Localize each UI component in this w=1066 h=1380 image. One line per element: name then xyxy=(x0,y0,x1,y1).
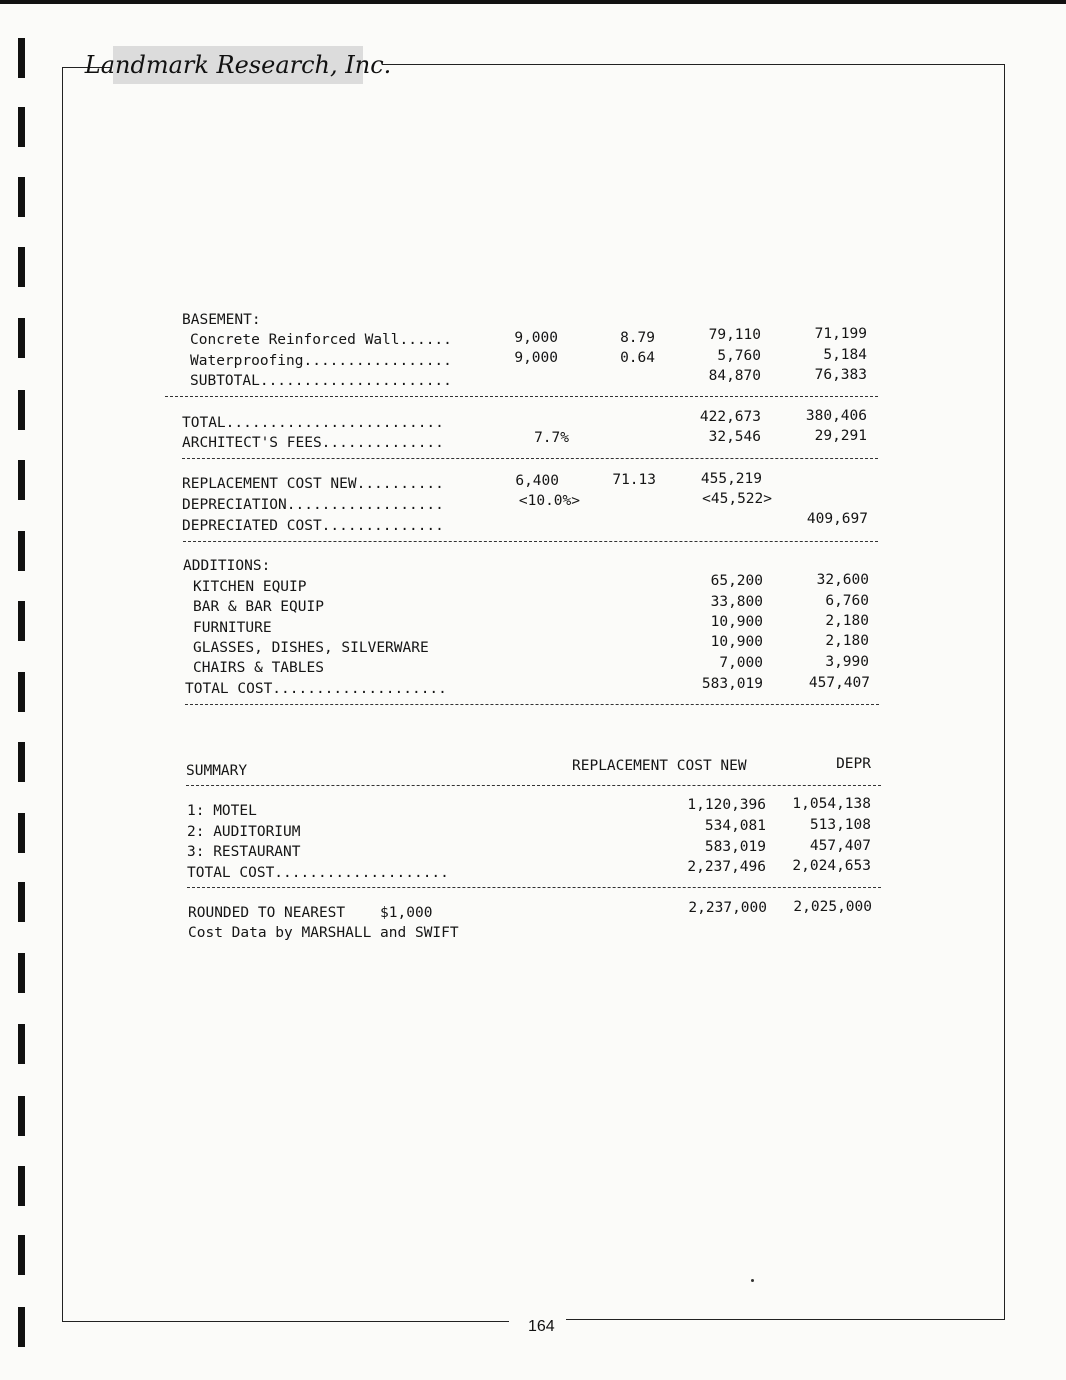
additions-row-rcn: 65,200 xyxy=(710,573,763,589)
basement-heading: BASEMENT: xyxy=(182,312,261,328)
additions-row-rcn: 10,900 xyxy=(710,634,763,650)
rcn-rate: 71.13 xyxy=(612,472,656,488)
summary-row-depr: 1,054,138 xyxy=(792,796,871,812)
additions-row-label: KITCHEN EQUIP xyxy=(193,579,307,595)
architect-fees-rcn: 32,546 xyxy=(708,429,761,445)
basement-row-qty: 9,000 xyxy=(514,330,558,346)
rounded-label: ROUNDED TO NEAREST $1,000 xyxy=(188,905,433,921)
additions-row-label: FURNITURE xyxy=(193,620,272,636)
summary-heading: SUMMARY xyxy=(186,763,248,779)
additions-row-rcn: 7,000 xyxy=(719,655,763,671)
rcn-value: 455,219 xyxy=(700,471,762,487)
depreciated-cost-label: DEPRECIATED COST.............. xyxy=(182,518,444,534)
summary-row-rcn: 583,019 xyxy=(704,839,766,855)
additions-total-label: TOTAL COST.................... xyxy=(185,681,447,697)
summary-row-rcn: 534,081 xyxy=(704,818,766,834)
architect-fees-depr: 29,291 xyxy=(814,428,867,444)
total-rcn: 422,673 xyxy=(699,409,761,425)
summary-col-rcn: REPLACEMENT COST NEW xyxy=(572,758,747,774)
depreciation-label: DEPRECIATION.................. xyxy=(182,497,444,513)
divider xyxy=(187,887,881,888)
rcn-qty: 6,400 xyxy=(515,473,559,489)
architect-fees-pct: 7.7% xyxy=(534,430,569,446)
basement-row-label: Waterproofing................. xyxy=(190,353,452,369)
additions-row-rcn: 33,800 xyxy=(710,594,763,610)
additions-heading: ADDITIONS: xyxy=(183,558,271,574)
summary-total-rcn: 2,237,496 xyxy=(687,859,766,875)
depreciation-value: <45,522> xyxy=(702,491,772,507)
divider xyxy=(182,458,878,459)
total-label: TOTAL......................... xyxy=(182,415,444,431)
rounded-rcn: 2,237,000 xyxy=(688,900,767,916)
summary-row-label: 3: RESTAURANT xyxy=(187,844,301,860)
summary-row-rcn: 1,120,396 xyxy=(687,797,766,813)
basement-row-qty: 9,000 xyxy=(514,350,558,366)
summary-row-depr: 457,407 xyxy=(809,838,871,854)
basement-subtotal-label: SUBTOTAL...................... xyxy=(190,373,452,389)
divider xyxy=(185,704,879,705)
summary-total-depr: 2,024,653 xyxy=(792,858,871,874)
additions-row-depr: 2,180 xyxy=(825,613,869,629)
divider xyxy=(165,396,878,397)
summary-col-depr: DEPR xyxy=(836,756,871,772)
basement-row-depr: 5,184 xyxy=(823,347,867,363)
rounded-depr: 2,025,000 xyxy=(793,899,872,915)
top-edge-line xyxy=(0,0,1066,4)
basement-row-label: Concrete Reinforced Wall...... xyxy=(190,332,452,348)
rcn-label: REPLACEMENT COST NEW.......... xyxy=(182,476,444,492)
summary-row-label: 2: AUDITORIUM xyxy=(187,824,301,840)
depreciation-pct: <10.0%> xyxy=(518,493,580,509)
summary-total-label: TOTAL COST.................... xyxy=(187,865,449,881)
summary-row-label: 1: MOTEL xyxy=(187,803,257,819)
additions-row-depr: 2,180 xyxy=(825,633,869,649)
basement-subtotal-depr: 76,383 xyxy=(814,367,867,383)
scan-speck xyxy=(751,1279,754,1282)
divider xyxy=(183,541,878,542)
additions-total-rcn: 583,019 xyxy=(701,676,763,692)
source-note: Cost Data by MARSHALL and SWIFT xyxy=(188,925,459,941)
basement-row-rcn: 5,760 xyxy=(717,348,761,364)
additions-row-depr: 32,600 xyxy=(816,572,869,588)
additions-row-label: CHAIRS & TABLES xyxy=(193,660,324,676)
basement-row-rcn: 79,110 xyxy=(708,327,761,343)
basement-row-depr: 71,199 xyxy=(814,326,867,342)
basement-row-rate: 0.64 xyxy=(620,350,655,366)
architect-fees-label: ARCHITECT'S FEES.............. xyxy=(182,435,444,451)
additions-row-depr: 6,760 xyxy=(825,593,869,609)
company-logo: Landmark Research, Inc. xyxy=(113,46,363,84)
depreciated-cost-value: 409,697 xyxy=(806,511,868,527)
divider xyxy=(186,785,881,786)
basement-row-rate: 8.79 xyxy=(620,330,655,346)
additions-row-label: GLASSES, DISHES, SILVERWARE xyxy=(193,640,429,656)
additions-total-depr: 457,407 xyxy=(808,675,870,691)
additions-row-label: BAR & BAR EQUIP xyxy=(193,599,324,615)
total-depr: 380,406 xyxy=(805,408,867,424)
additions-row-rcn: 10,900 xyxy=(710,614,763,630)
basement-subtotal-rcn: 84,870 xyxy=(708,368,761,384)
summary-row-depr: 513,108 xyxy=(809,817,871,833)
page-number: 164 xyxy=(528,1318,555,1335)
additions-row-depr: 3,990 xyxy=(825,654,869,670)
